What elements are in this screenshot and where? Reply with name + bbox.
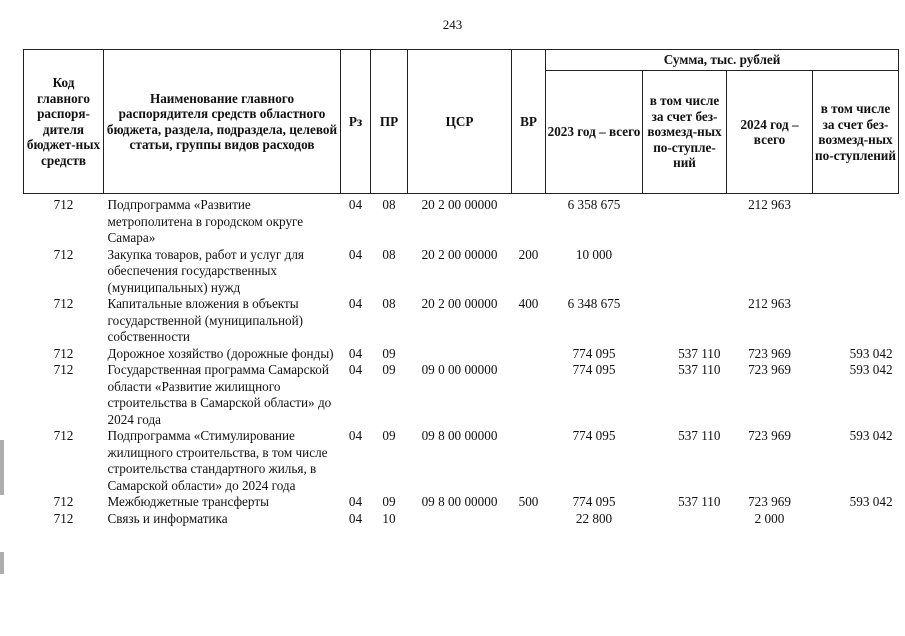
cell-total-2023: 774 095 [572,428,616,443]
cell-pr: 09 [382,428,396,443]
cell-total-2024: 723 969 [748,428,791,443]
cell-free-2023 [643,247,727,297]
cell-vr [512,194,546,247]
cell-free-2023: 537 110 [678,428,721,443]
page-number: 243 [442,17,463,32]
cell-rz: 04 [348,428,363,443]
cell-pr: 08 [382,197,396,212]
scan-artifact [0,440,4,495]
table-row [24,346,899,363]
cell-code: 712 [53,428,74,443]
cell-free-2023 [643,194,727,247]
cell-free-2023: 537 110 [678,494,721,509]
header-name: Наименование главного распорядителя средств областного бюджета, раздела, подраздела, целевой статьи, группы видов расходов [104,50,341,194]
cell-pr: 09 [382,345,396,361]
header-total-2024: 2024 год – всего [727,71,813,194]
cell-code: 712 [53,494,74,509]
cell-rz: 04 [348,197,363,212]
table-header [24,50,899,194]
cell-rz: 04 [348,494,363,509]
cell-name: Дорожное хозяйство (дорожные фонды) [107,345,334,361]
cell-name: Межбюджетные трансферты [107,494,269,509]
cell-vr [512,346,546,363]
cell-total-2023: 774 095 [572,345,616,361]
cell-name: Подпрограмма «Стимулирование жилищного строительства, в том числе строительства стандартного жилья, в Самарской области» до 2024 года [107,428,328,493]
cell-free-2024: 593 042 [849,428,893,443]
cell-total-2024 [727,247,813,297]
cell-total-2024: 212 963 [748,197,791,212]
cell-csr: 09 0 00 00000 [421,362,498,377]
cell-total-2024: 723 969 [748,494,791,509]
cell-total-2024: 2 000 [754,510,785,526]
cell-vr: 200 [518,246,539,262]
header-free-2024: в том числе за счет без-возмезд-ных по-ступлений [813,71,899,194]
cell-free-2024: 593 042 [849,494,893,509]
cell-free-2024 [813,247,899,297]
cell-free-2024 [813,296,899,346]
cell-pr: 10 [382,510,396,526]
cell-total-2024: 723 969 [748,345,791,361]
cell-total-2023: 22 800 [575,510,613,526]
cell-total-2023: 774 095 [572,362,616,377]
cell-free-2024 [813,194,899,247]
cell-free-2023: 537 110 [678,345,721,361]
table-body [24,194,899,528]
cell-code: 712 [53,510,74,526]
header-code: Код главного распоря-дителя бюджет-ных средств [24,50,104,194]
budget-table [23,49,899,527]
cell-rz: 04 [348,246,363,262]
cell-total-2023: 6 348 675 [567,296,621,311]
cell-pr: 08 [382,246,396,262]
table-row [24,511,899,528]
cell-pr: 09 [382,362,396,377]
cell-name: Государственная программа Самарской области «Развитие жилищного строительства в Самарской области» до 2024 года [107,362,332,427]
cell-csr [408,346,512,363]
cell-pr: 08 [382,296,396,311]
cell-free-2024: 593 042 [849,345,893,361]
cell-free-2023 [643,511,727,528]
cell-free-2023: 537 110 [678,362,721,377]
cell-rz: 04 [348,345,363,361]
cell-vr [512,428,546,494]
table-row [24,194,899,247]
cell-csr: 09 8 00 00000 [421,494,498,509]
header-csr: ЦСР [408,50,512,194]
table-row [24,296,899,346]
table-row [24,494,899,511]
cell-vr: 400 [518,296,539,311]
cell-csr: 09 8 00 00000 [421,428,498,443]
cell-code: 712 [53,362,74,377]
cell-total-2024: 723 969 [748,362,791,377]
cell-pr: 09 [382,494,396,509]
header-rz: Рз [341,50,371,194]
table-row [24,362,899,428]
cell-csr: 20 2 00 00000 [421,246,498,262]
cell-free-2024 [813,511,899,528]
header-total-2023: 2023 год – всего [546,71,643,194]
cell-free-2023 [643,296,727,346]
cell-rz: 04 [348,362,363,377]
header-free-2023: в том числе за счет без-возмезд-ных по-ступле-ний [643,71,727,194]
cell-vr [512,511,546,528]
cell-name: Подпрограмма «Развитие метрополитена в городском округе Самара» [107,197,304,245]
scan-artifact [0,552,4,574]
cell-total-2023: 6 358 675 [567,197,621,212]
cell-rz: 04 [348,510,363,526]
cell-csr [408,511,512,528]
cell-total-2023: 10 000 [575,246,613,262]
table-row [24,428,899,494]
cell-code: 712 [53,246,74,262]
cell-code: 712 [53,345,74,361]
cell-name: Закупка товаров, работ и услуг для обеспечения государственных (муниципальных) нужд [107,246,304,295]
cell-free-2024: 593 042 [849,362,893,377]
cell-vr [512,362,546,428]
header-vr: ВР [512,50,546,194]
cell-name: Связь и информатика [107,510,228,526]
header-pr: ПР [371,50,408,194]
cell-name: Капитальные вложения в объекты государственной (муниципальной) собственности [107,296,304,344]
cell-csr: 20 2 00 00000 [421,296,498,311]
cell-code: 712 [53,296,74,311]
cell-vr: 500 [518,494,539,509]
cell-total-2023: 774 095 [572,494,616,509]
table-row [24,247,899,297]
cell-rz: 04 [348,296,363,311]
cell-csr: 20 2 00 00000 [421,197,498,212]
cell-code: 712 [53,197,74,212]
cell-total-2024: 212 963 [748,296,791,311]
header-sum-group: Сумма, тыс. рублей [546,50,899,71]
